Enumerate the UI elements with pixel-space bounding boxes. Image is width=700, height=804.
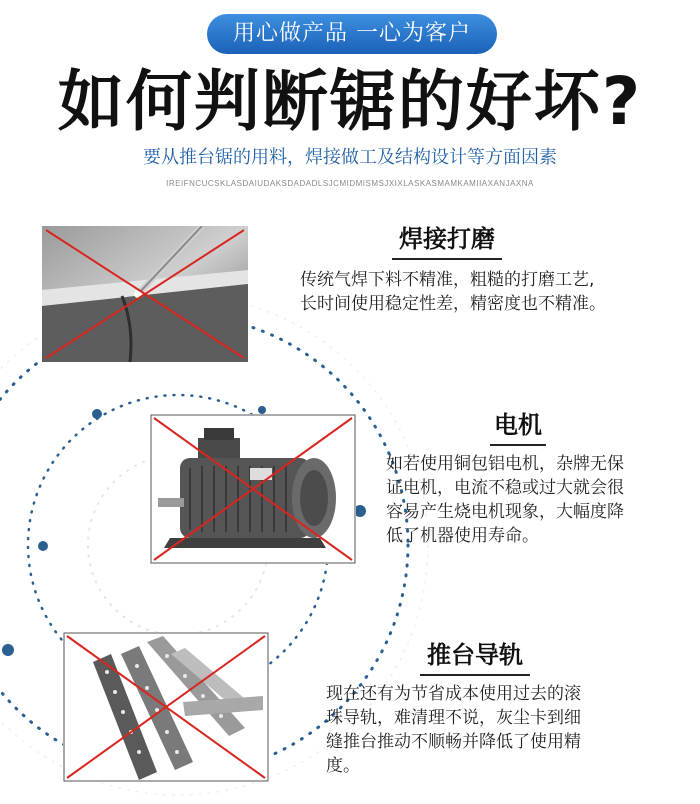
page-title: 如何判断锯的好坏? [57, 63, 643, 140]
page-subtitle: 要从推台锯的用料，焊接做工及结构设计等方面因素 [143, 147, 557, 168]
section-title-motor: 电机 [482, 410, 554, 440]
dot-icon [2, 644, 14, 656]
dot-icon [38, 541, 48, 551]
welding-photo [42, 226, 248, 362]
section-body-welding: 传统气焊下料不精准，粗糙的打磨工艺, 长时间使用稳定性差，精密度也不精准。 [300, 270, 606, 314]
slogan-banner: 用心做产品 一心为客户 [207, 14, 497, 54]
dot-icon [258, 406, 266, 414]
section-title-welding: 焊接打磨 [384, 224, 510, 254]
section-title-guide-rail: 推台导轨 [412, 640, 538, 670]
motor-photo [150, 414, 356, 564]
section-body-motor: 如若使用铜包铝电机，杂牌无保 证电机，电流不稳或过大就会很 容易产生烧电机现象，大幅度降 低了机器使用寿命。 [386, 454, 624, 546]
guide-rail-photo [63, 632, 269, 782]
decorative-letters: IREIFNCUCSKLASDAIUDAKSDADADLSJCMIDMISMSJXIXLASKASMAMKAMIIAXANJAXNA [166, 179, 534, 188]
section-body-guide-rail: 现在还有为节省成本使用过去的滚 珠导轨，难清理不说，灰尘卡到细 缝推台推动不顺畅并降低了使用精 度。 [326, 684, 581, 776]
dot-icon [92, 409, 102, 419]
